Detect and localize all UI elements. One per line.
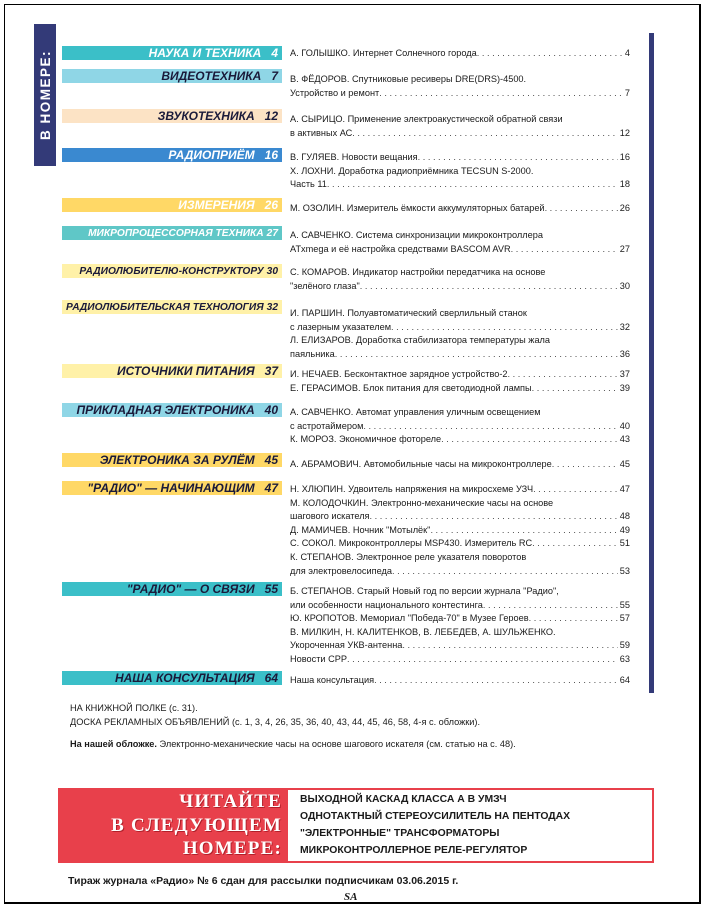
toc-entry-page: 16 [619,152,630,162]
toc-entry-page: 53 [619,565,630,576]
dot-leader [347,653,618,667]
toc-entry-page: 36 [619,348,630,359]
section-name: МИКРОПРОЦЕССОРНАЯ ТЕХНИКА [88,227,264,239]
section-name: НАУКА И ТЕХНИКА [148,46,262,60]
toc-entry-text: Часть 11 [290,179,327,190]
toc-entry-line [290,433,630,447]
dot-leader [370,510,618,524]
section-page: 64 [264,671,278,685]
toc-entry-page: 55 [619,599,630,610]
toc-entry-line [290,127,630,141]
dot-leader [379,87,623,101]
toc-entry-text: А. СЫРИЦО. Применение электроакустической обратной связи [290,114,563,124]
toc-entry-page: 45 [619,459,630,469]
section-page: 26 [264,198,278,212]
toc-entry-text: Наша консультация [290,675,375,685]
dot-leader [529,612,618,626]
toc-entry-page: 12 [619,127,630,138]
toc-entry-page: 4 [624,48,630,58]
section-entries [290,483,630,578]
toc-entry-text: И. ПАРШИН. Полуавтоматический сверлильный станок [290,308,527,318]
dot-leader [335,348,618,362]
toc-entry-line [290,653,630,667]
section-name: "РАДИО" — О СВЯЗИ [126,582,255,596]
next-issue-title-line: НОМЕРЕ: [182,838,282,859]
section-entries [290,585,630,667]
dot-leader [360,280,618,294]
toc-entry-line [290,113,630,127]
dot-leader [327,178,618,192]
toc-entry-text: А. САВЧЕНКО. Система синхронизации микроконтроллера [290,230,543,240]
section-banner [62,69,282,83]
toc-entry-line [290,585,630,599]
section-entries [290,266,630,293]
next-issue-item: "ЭЛЕКТРОННЫЕ" ТРАНСФОРМАТОРЫ [300,828,500,839]
toc-entry-page: 40 [619,420,630,431]
toc-entry-text: с астротаймером [290,420,364,431]
section-entries [290,151,630,192]
toc-entry-text: Б. СТЕПАНОВ. Старый Новый год по версии журнала "Радио", [290,586,559,596]
section-page: 7 [271,69,278,83]
toc-entry-line [290,483,630,497]
section-banner [62,671,282,685]
toc-entry-line [290,165,630,179]
section-banner [62,364,282,378]
toc-entry-page: 30 [619,280,630,291]
section-page: 40 [264,403,278,417]
section-name: ВИДЕОТЕХНИКА [161,69,262,83]
toc-entry-text: Л. ЕЛИЗАРОВ. Доработка стабилизатора температуры жала [290,335,551,346]
dot-leader [477,47,623,61]
toc-entry-page: 39 [619,382,630,393]
section-entries [290,307,630,361]
section-entries [290,458,630,472]
section-page: 27 [266,227,278,239]
section-entries [290,47,630,61]
dot-leader [532,382,618,396]
toc-entry-text: шагового искателя [290,511,370,522]
toc-entry-line [290,280,630,294]
toc-entry-line [290,243,630,257]
dot-leader [511,243,618,257]
toc-entry-line [290,73,630,87]
section-banner [62,198,282,212]
section-page: 47 [264,481,278,495]
section-entries [290,368,630,395]
section-name: "РАДИО" — НАЧИНАЮЩИМ [87,481,255,495]
bookshelf-note: НА КНИЖНОЙ ПОЛКЕ (с. 31). [70,703,198,713]
dot-leader [392,565,618,579]
toc-entry-line [290,565,630,579]
dot-leader [532,537,618,551]
toc-entry-text: Н. ХЛЮПИН. Удвоитель напряжения на микросхеме УЗЧ [290,484,534,494]
toc-entry-text: Устройство и ремонт [290,87,380,98]
toc-entry-text: Х. ЛОХНИ. Доработка радиоприёмника TECSUN S-2000. [290,165,534,176]
sidebar-title: В НОМЕРЕ: [37,50,53,141]
next-issue-item: МИКРОКОНТРОЛЛЕРНОЕ РЕЛЕ-РЕГУЛЯТОР [300,845,528,856]
dot-leader [374,674,618,688]
toc-entry-text: М. ОЗОЛИН. Измеритель ёмкости аккумуляторных батарей [290,203,545,213]
toc-entry-line [290,202,630,216]
dot-leader [418,151,618,165]
toc-entry-line [290,178,630,192]
toc-entry-text: В. ГУЛЯЕВ. Новости вещания [290,152,418,162]
toc-entry-text: Ю. КРОПОТОВ. Мемориал "Победа-70" в Музее Героев [290,613,529,624]
next-issue-item: ВЫХОДНОЙ КАСКАД КЛАССА А В УМЗЧ [300,794,507,805]
section-page: 12 [264,109,278,123]
toc-entry-line [290,151,630,165]
section-banner [62,453,282,467]
toc-entry-page: 27 [619,243,630,254]
section-banner [62,481,282,495]
toc-entry-text: "зелёного глаза" [290,280,360,291]
toc-entry-text: А. САВЧЕНКО. Автомат управления уличным освещением [290,407,541,417]
section-name: ПРИКЛАДНАЯ ЭЛЕКТРОНИКА [76,403,255,417]
cover-text: Электронно-механические часы на основе шагового искателя (см. статью на с. 48). [159,739,516,749]
section-page: 4 [271,46,278,60]
section-page: 55 [264,582,278,596]
dot-leader [508,368,618,382]
section-page: 37 [264,364,278,378]
toc-entry-text: Укороченная УКВ-антенна [290,640,403,651]
toc-entry-page: 63 [619,653,630,664]
section-banner [62,148,282,162]
section-entries [290,229,630,256]
toc-entry-text: паяльника [290,348,335,359]
ads-note: ДОСКА РЕКЛАМНЫХ ОБЪЯВЛЕНИЙ (с. 1, 3, 4, 26, 35, 36, 40, 43, 44, 45, 46, 58, 4-я с. обложки). [70,717,481,727]
dot-leader [391,321,618,335]
section-banner [62,403,282,417]
toc-entry-line [290,612,630,626]
section-name: НАША КОНСУЛЬТАЦИЯ [114,671,255,685]
toc-entry-text: в активных АС [290,127,353,138]
section-page: 45 [264,453,278,467]
toc-entry-page: 43 [619,434,630,445]
toc-entry-line [290,524,630,538]
dot-leader [483,599,618,613]
toc-entry-line [290,229,630,243]
toc-entry-text: Новости СРР [290,653,348,664]
toc-entry-line [290,551,630,565]
toc-entry-page: 57 [619,613,630,624]
toc-entry-text: В. ФЁДОРОВ. Спутниковые ресиверы DRE(DRS)-4500. [290,74,527,84]
section-entries [290,73,630,100]
toc-entry-line [290,639,630,653]
section-name: ИСТОЧНИКИ ПИТАНИЯ [117,364,255,378]
right-rule [649,33,654,693]
next-issue-item: ОДНОТАКТНЫЙ СТЕРЕОУСИЛИТЕЛЬ НА ПЕНТОДАХ [300,811,571,822]
section-name: ЭЛЕКТРОНИКА ЗА РУЛЁМ [99,453,255,467]
toc-entry-page: 49 [619,524,630,535]
toc-entry-text: К. СТЕПАНОВ. Электронное реле указателя поворотов [290,551,527,562]
next-issue-list [300,791,570,859]
toc-entry-line [290,47,630,61]
toc-entry-text: А. АБРАМОВИЧ. Автомобильные часы на микроконтроллере [290,459,552,469]
toc-entry-page: 48 [619,511,630,522]
section-banner [62,109,282,123]
section-entries [290,406,630,447]
toc-entry-line [290,674,630,688]
toc-entry-text: С. КОМАРОВ. Индикатор настройки передатчика на основе [290,267,546,277]
toc-entry-text: М. КОЛОДОЧКИН. Электронно-механические часы на основе [290,497,554,508]
section-banner [62,582,282,596]
dot-leader [402,639,617,653]
section-name: РАДИОЛЮБИТЕЛЮ-КОНСТРУКТОРУ [79,265,264,277]
section-banner [62,226,282,240]
cover-label: На нашей обложке. [70,739,157,749]
toc-entry-text: А. ГОЛЫШКО. Интернет Солнечного города [290,48,477,58]
dot-leader [533,483,618,497]
toc-entry-line [290,599,630,613]
next-issue-title-line: В СЛЕДУЮЩЕМ [111,814,282,836]
toc-entry-page: 18 [619,179,630,190]
toc-entry-text: С. СОКОЛ. Микроконтроллеры MSP430. Измеритель RC [290,538,533,549]
section-page: 30 [266,265,278,277]
toc-entry-text: Д. МАМИЧЕВ. Ночник "Мотылёк" [290,524,431,535]
dot-leader [430,524,617,538]
section-page: 32 [266,301,278,313]
toc-entry-page: 32 [619,321,630,332]
section-entries [290,113,630,140]
print-run-note: Тираж журнала «Радио» № 6 сдан для рассылки подписчикам 03.06.2015 г. [68,875,459,887]
toc-entry-line [290,510,630,524]
toc-entry-line [290,334,630,348]
section-banner [62,264,282,278]
dot-leader [545,202,618,216]
toc-entry-page: 64 [619,675,630,685]
toc-entry-page: 51 [619,538,630,549]
toc-entry-line [290,420,630,434]
toc-entry-text: В. МИЛКИН, Н. КАЛИТЕНКОВ, В. ЛЕБЕДЕВ, А. ШУЛЬЖЕНКО. [290,626,556,637]
toc-entry-line [290,406,630,420]
dot-leader [441,433,618,447]
toc-entry-line [290,348,630,362]
section-banner [62,300,282,314]
toc-entry-line [290,382,630,396]
toc-entry-text: для электровелосипеда [290,565,392,576]
toc-entry-text: К. МОРОЗ. Экономичное фотореле [290,434,442,445]
section-entries [290,202,630,216]
section-page: 16 [264,148,278,162]
toc-entry-page: 37 [619,369,630,379]
toc-entry-text: ATxmega и её настройка средствами BASCOM AVR [290,243,511,254]
toc-entry-page: 47 [619,484,630,494]
dot-leader [363,420,617,434]
toc-entry-line [290,497,630,511]
toc-entry-line [290,458,630,472]
section-banner [62,46,282,60]
toc-entry-line [290,87,630,101]
toc-entry-line [290,368,630,382]
toc-entry-line [290,537,630,551]
toc-entry-line [290,626,630,640]
section-name: РАДИОПРИЁМ [168,148,255,162]
toc-entry-text: И. НЕЧАЕВ. Бесконтактное зарядное устройство-2 [290,369,508,379]
section-entries [290,674,630,688]
toc-entry-page: 26 [619,203,630,213]
section-name: ИЗМЕРЕНИЯ [178,198,255,212]
toc-entry-page: 7 [624,87,630,98]
toc-entry-text: Е. ГЕРАСИМОВ. Блок питания для светодиодной лампы [290,382,532,393]
toc-entry-line [290,321,630,335]
next-issue-title [60,790,288,861]
section-name: РАДИОЛЮБИТЕЛЬСКАЯ ТЕХНОЛОГИЯ [66,301,264,313]
dot-leader [352,127,617,141]
signature: SA [344,891,358,903]
cover-note [70,738,516,752]
next-issue-box [58,788,654,863]
dot-leader [552,458,618,472]
toc-entry-line [290,266,630,280]
section-name: ЗВУКОТЕХНИКА [157,109,255,123]
toc-entry-text: или особенности национального контестинга [290,599,483,610]
toc-entry-line [290,307,630,321]
toc-entry-text: с лазерным указателем [290,321,392,332]
next-issue-title-line: ЧИТАЙТЕ [179,791,282,812]
toc-entry-page: 59 [619,640,630,651]
